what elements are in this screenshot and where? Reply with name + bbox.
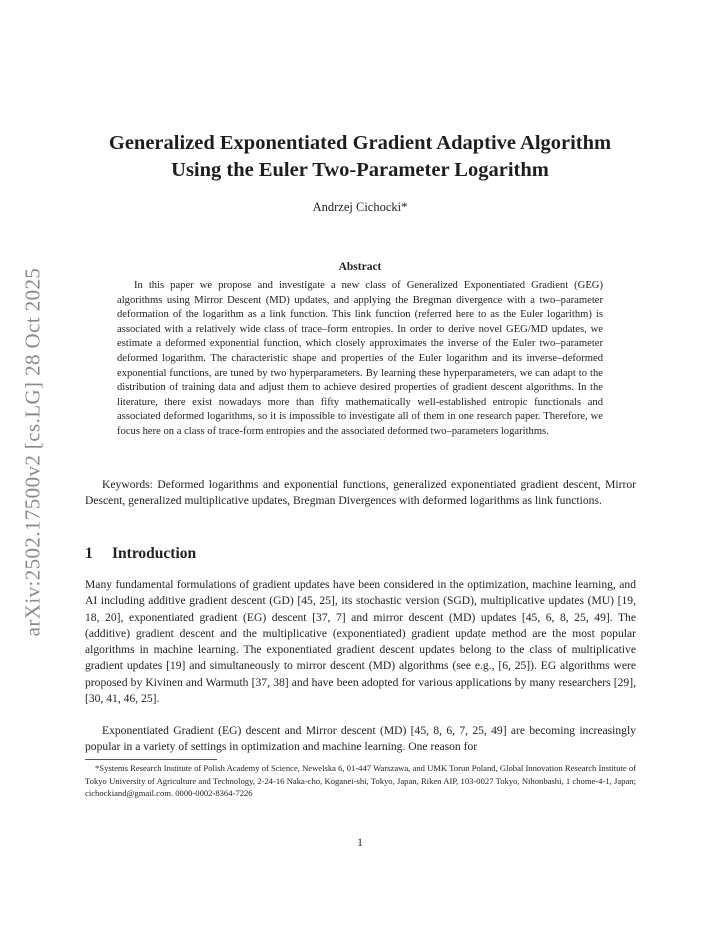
body-paragraph-2: Exponentiated Gradient (EG) descent and Mirror descent (MD) [45, 8, 6, 7, 25, 49] are becoming increasingly popular in a variety of settings in optimization and machine learning. One reason for [85, 724, 636, 754]
title-line-2: Using the Euler Two-Parameter Logarithm [171, 159, 549, 181]
title-line-1: Generalized Exponentiated Gradient Adaptive Algorithm [108, 132, 612, 154]
paper-title [60, 130, 660, 184]
footnote-rule [85, 759, 217, 760]
page-number: 1 [357, 836, 363, 849]
author-name: Andrzej Cichocki* [312, 200, 408, 214]
section-number: 1 [85, 545, 93, 562]
abstract-text: In this paper we propose and investigate a new class of Generalized Exponentiated Gradient (GEG) algorithms using Mirror Descent (MD) updates, and applying the Bregman divergence with a two–parameter deformation of the logarithm as a link function. This link function (referred here to as the Euler logarithm) is associated with a relatively wide class of trace–form entropies. In order to derive novel GEG/MD updates, we estimate a deformed exponential function, which closely approximates the inverse of the Euler two–parameter deformed logarithm. The characteristic shape and properties of the Euler logarithm and its inverse–deformed exponential functions, are tuned by two hyperparameters. By learning these hyperparameters, we can adapt to the distribution of training data and adjust them to achieve desired properties of gradient descent algorithms. In the literature, there exist nowadays more than fifty mathematically well-established entropic functionals and associated deformed logarithms, so it is impossible to investigate all of them in one research paper. Therefore, we focus here on a class of trace-form entropies and the associated deformed two–parameters logarithms. [117, 280, 603, 437]
section-title: Introduction [112, 545, 197, 562]
arxiv-sidebar-stamp [20, 262, 46, 642]
section-heading [85, 545, 196, 563]
footnote-text: *Systems Research Institute of Polish Academy of Science, Newelska 6, 01-447 Warszawa, and UMK Torun Poland, Global Innovation Research Institute of Tokyo University of Agriculture and Technology, 2-24-16 Naka-cho, Koganei-shi, Tokyo, Japan, Riken AIP, 103-0027 Tokyo, Nihonbashi, 1 chome-4-1, Japan; cichockiand@gmail.com. 0000-0002-8364-7226 [85, 763, 636, 799]
keywords-paragraph: Keywords: Deformed logarithms and exponential functions, generalized exponentiated gradient descent, Mirror Descent, generalized multiplicative updates, Bregman Divergences with deformed logarithms as link functions. [85, 478, 636, 508]
abstract-heading: Abstract [338, 261, 382, 273]
arxiv-identifier: arXiv:2502.17500v2 [cs.LG] 28 Oct 2025 [20, 267, 45, 637]
body-paragraph-1: Many fundamental formulations of gradient updates have been considered in the optimization, machine learning, and AI including additive gradient descent (GD) [45, 25], its stochastic version (SGD), multiplicative updates (MU) [19, 18, 20], exponentiated gradient (EG) descent [37, 7] and mirror descent (MD) updates [45, 6, 8, 25, 49]. The (additive) gradient descent and the multiplicative (exponentiated) gradient update method are the most popular algorithms in machine learning. The exponentiated gradient descent updates belong to the class of multiplicative gradient updates [19] and simultaneously to mirror descent (MD) algorithms (see e.g., [6, 25]). EG algorithms were proposed by Kivinen and Warmuth [37, 38] and have been adopted for various applications by many researchers [29], [30, 41, 46, 25]. [85, 578, 636, 706]
